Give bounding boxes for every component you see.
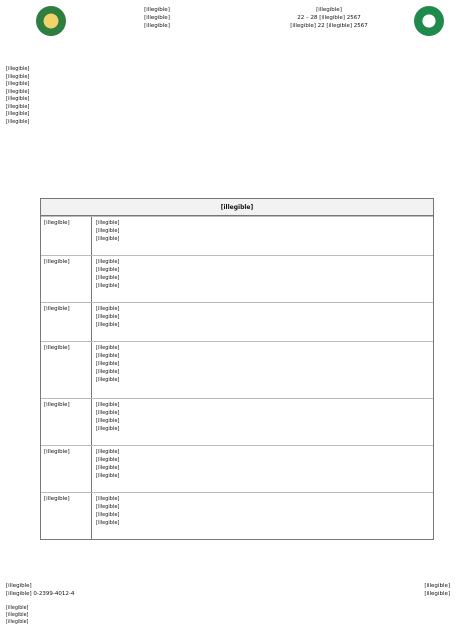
table-row [41, 398, 433, 445]
forecast-line: [illegible] [96, 512, 120, 518]
forecast-line: [illegible] [96, 322, 120, 328]
forecast-line: [illegible] [96, 369, 120, 375]
header-right-block [244, 6, 414, 30]
region-forecast [92, 303, 433, 341]
forecast-date-range: 22 – 28 [illegible] 2567 [297, 15, 361, 21]
summary-line: [illegible] [6, 118, 30, 125]
header-left-line-1: [illegible] [144, 7, 170, 13]
forecast-line: [illegible] [96, 520, 120, 526]
forecast-summary [6, 66, 450, 191]
header-left-line-3: [illegible] [144, 23, 170, 29]
forecast-line: [illegible] [96, 410, 120, 416]
footnote-line: [illegible] [6, 620, 29, 625]
forecast-line: [illegible] [96, 345, 120, 351]
department-logo-icon [36, 6, 66, 36]
forecast-line: [illegible] [96, 418, 120, 424]
forecast-line: [illegible] [96, 465, 120, 471]
signatory-block [270, 582, 450, 598]
forecast-line: [illegible] [96, 267, 120, 273]
forecast-line: [illegible] [96, 449, 120, 455]
summary-line: [illegible] [6, 96, 30, 102]
header-left-block [72, 6, 242, 30]
region-forecast [92, 342, 433, 398]
summary-line: [illegible] [6, 66, 30, 72]
region-forecast [92, 493, 433, 539]
contact-phone: [illegible] 0-2399-4012-4 [6, 591, 75, 597]
region-label: [illegible] [41, 399, 92, 445]
forecast-line: [illegible] [96, 236, 120, 242]
summary-line: [illegible] [6, 73, 30, 80]
table-row [41, 492, 433, 539]
region-label: [illegible] [41, 342, 92, 398]
forecast-line: [illegible] [96, 377, 120, 383]
forecast-line: [illegible] [96, 228, 120, 234]
contact-block [6, 582, 206, 598]
issue-date: [illegible] 22 [illegible] 2567 [290, 23, 368, 29]
forecast-line: [illegible] [96, 504, 120, 510]
table-row [41, 445, 433, 492]
summary-line: [illegible] [6, 81, 30, 87]
footnote-line: [illegible] [6, 613, 29, 618]
table-row [41, 302, 433, 341]
region-forecast [92, 217, 433, 255]
forecast-line: [illegible] [96, 220, 120, 226]
forecast-line: [illegible] [96, 496, 120, 502]
document-header [6, 6, 450, 46]
signatory-name: [illegible] [424, 583, 450, 589]
summary-line: [illegible] [6, 103, 30, 110]
table-row [41, 255, 433, 302]
table-title: [illegible] [41, 199, 433, 216]
contact-line: [illegible] [6, 583, 32, 589]
summary-line: [illegible] [6, 111, 30, 117]
region-label: [illegible] [41, 217, 92, 255]
footnotes [6, 605, 450, 626]
region-label: [illegible] [41, 303, 92, 341]
signatory-title: [illegible] [424, 591, 450, 597]
region-label: [illegible] [41, 493, 92, 539]
forecast-line: [illegible] [96, 402, 120, 408]
region-forecast [92, 399, 433, 445]
forecast-line: [illegible] [96, 457, 120, 463]
region-label: [illegible] [41, 256, 92, 302]
region-forecast [92, 256, 433, 302]
region-label: [illegible] [41, 446, 92, 492]
forecast-line: [illegible] [96, 361, 120, 367]
region-forecast [92, 446, 433, 492]
forecast-line: [illegible] [96, 426, 120, 432]
forecast-line: [illegible] [96, 473, 120, 479]
agency-emblem-icon [414, 6, 444, 36]
forecast-line: [illegible] [96, 353, 120, 359]
forecast-line: [illegible] [96, 283, 120, 289]
summary-line: [illegible] [6, 88, 30, 95]
footnote-line: [illegible] [6, 606, 29, 611]
forecast-line: [illegible] [96, 306, 120, 312]
table-row [41, 216, 433, 255]
regional-forecast-table [40, 198, 434, 540]
header-right-line-1: [illegible] [316, 7, 342, 13]
forecast-line: [illegible] [96, 314, 120, 320]
forecast-line: [illegible] [96, 275, 120, 281]
table-row [41, 341, 433, 398]
forecast-line: [illegible] [96, 259, 120, 265]
header-left-line-2: [illegible] [144, 15, 170, 21]
